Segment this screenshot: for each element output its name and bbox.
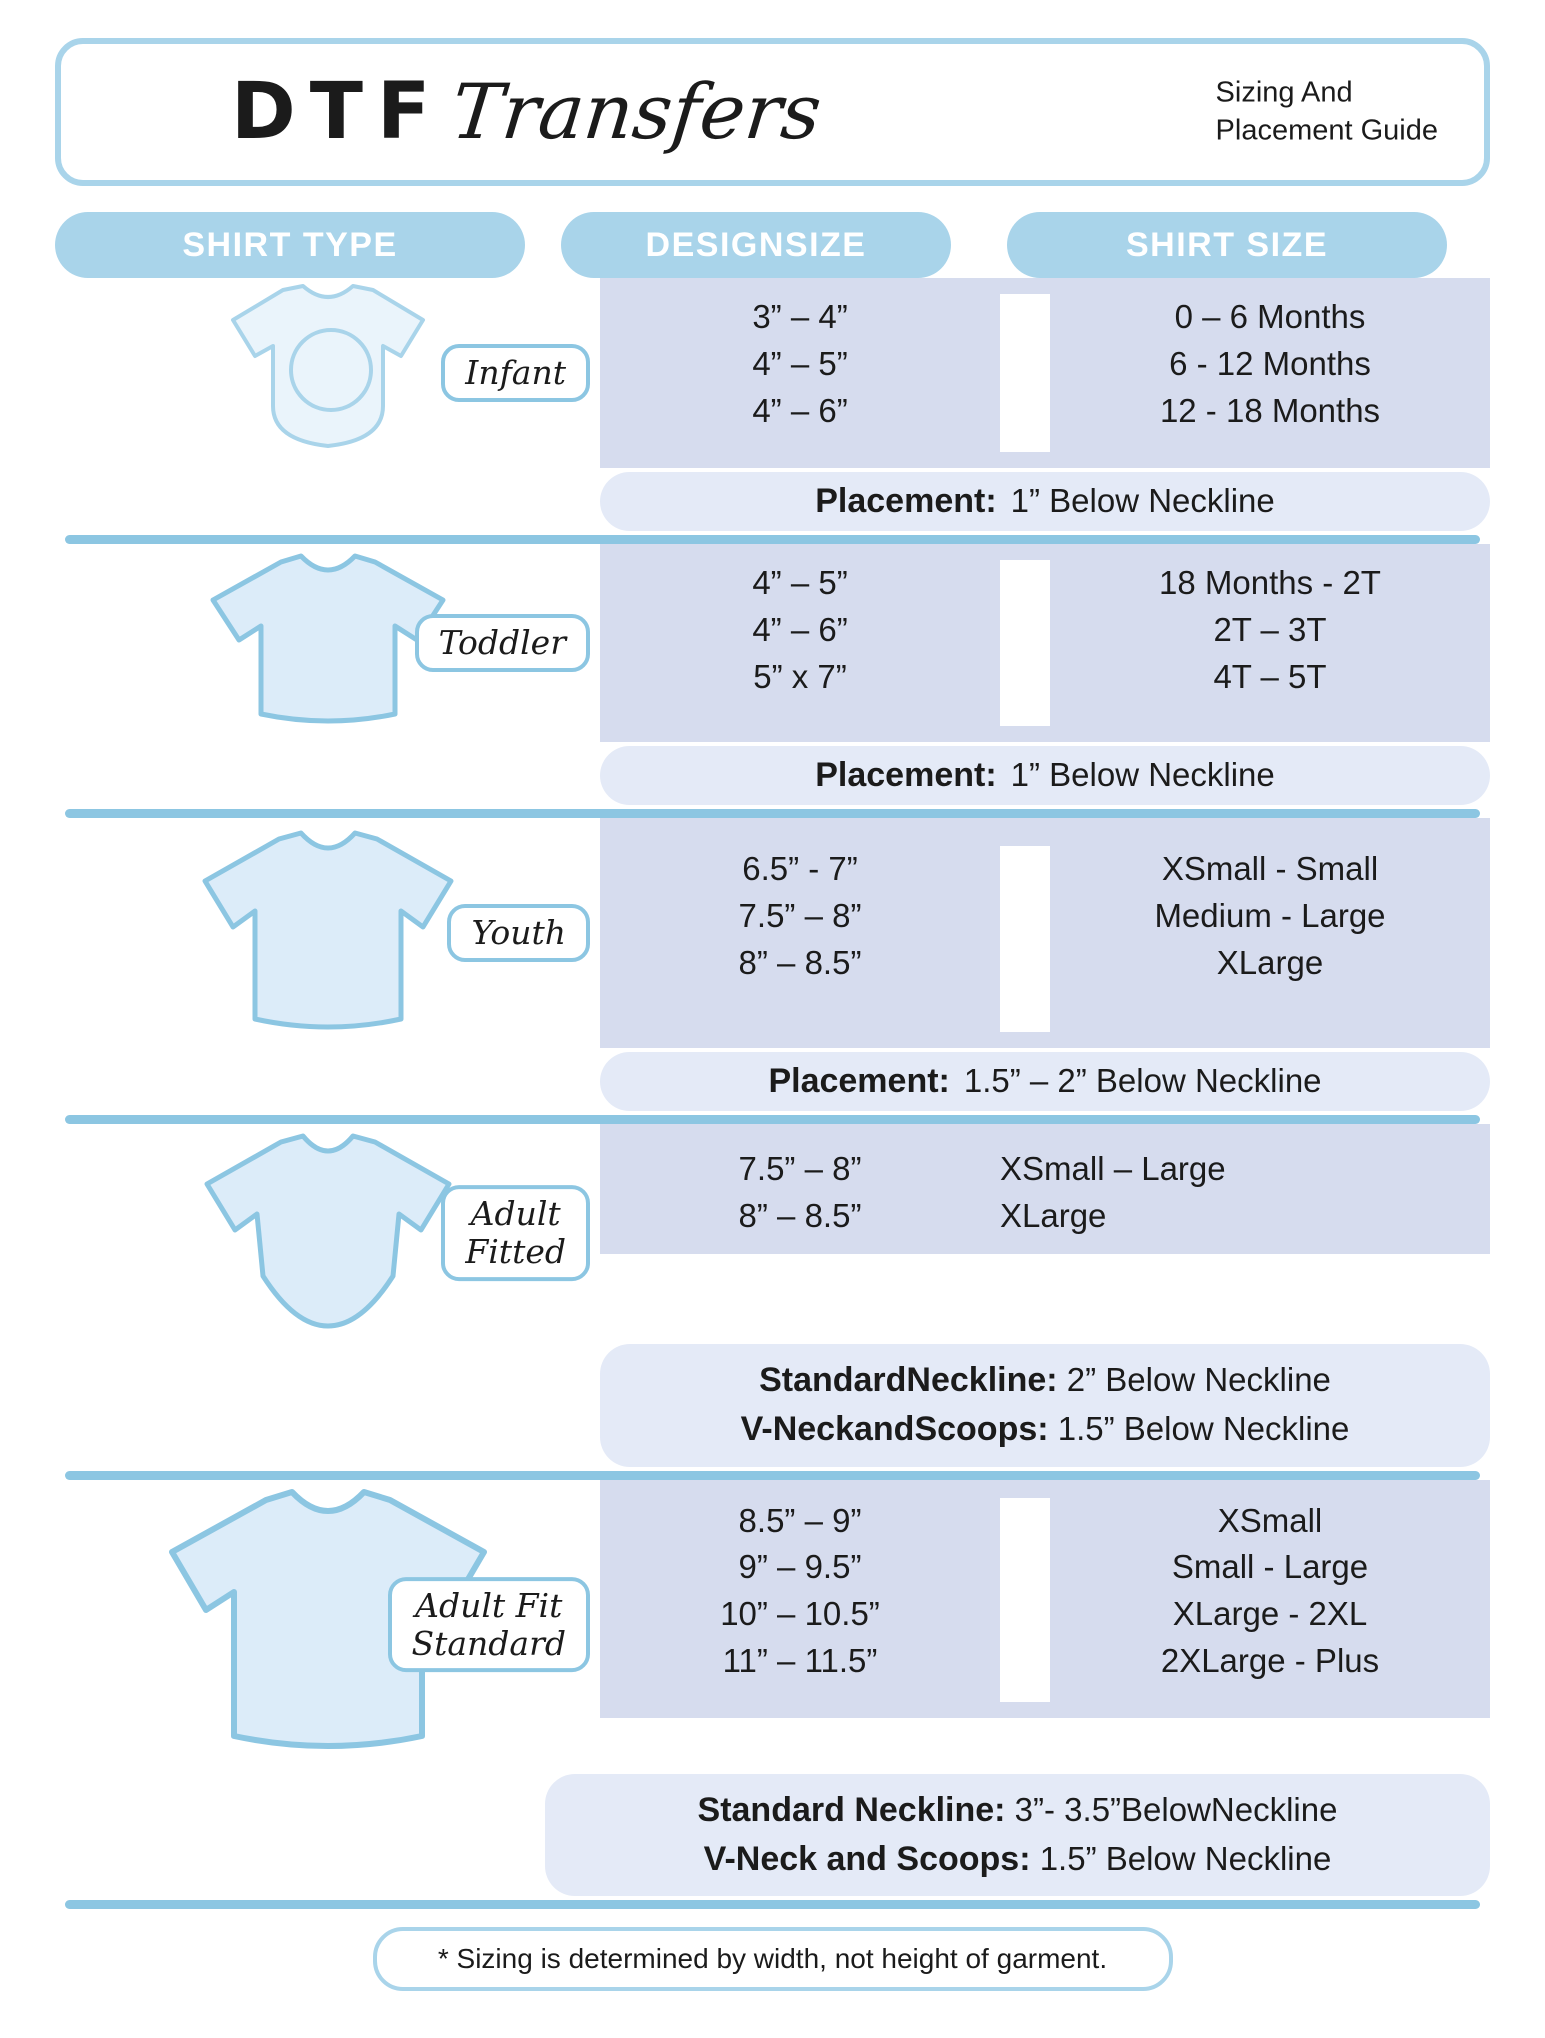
shirt-illustration-adult-fitted <box>55 1124 600 1342</box>
data-cell-infant <box>600 278 1490 468</box>
placement-label: V-NeckandScoops: <box>740 1410 1049 1449</box>
column-gap <box>1000 294 1050 452</box>
row-divider <box>65 535 1480 544</box>
design-size-value: 10” – 10.5” <box>720 1595 880 1633</box>
placement-label: StandardNeckline: <box>759 1361 1058 1399</box>
row-label-youth: Youth <box>447 904 590 962</box>
fitted-tshirt-icon <box>193 1126 463 1341</box>
header-subtitle <box>1216 74 1438 149</box>
row-divider <box>65 1471 1480 1480</box>
shirt-size-value: 12 - 18 Months <box>1159 391 1381 429</box>
design-sizes-adult-standard <box>600 1498 1000 1702</box>
row-label-toddler: Toddler <box>415 614 590 672</box>
placement-infant <box>600 472 1490 531</box>
column-header-design-size: DESIGNSIZE <box>561 212 951 278</box>
shirt-size-value: 2T – 3T <box>1213 610 1327 648</box>
row-adult-standard <box>55 1480 1490 1910</box>
design-size-value: 7.5” – 8” <box>738 896 862 934</box>
placement-adult-fitted <box>600 1344 1490 1467</box>
placement-youth <box>600 1052 1490 1111</box>
shirt-sizes-adult-standard <box>1050 1498 1490 1702</box>
header <box>55 38 1490 186</box>
shirt-illustration-toddler <box>55 544 600 742</box>
design-sizes-toddler <box>600 560 1000 726</box>
placement-value: 3”- 3.5”BelowNeckline <box>1014 1790 1338 1828</box>
shirt-sizes-youth <box>1050 846 1490 1032</box>
row-label-line1: Adult Fit <box>415 1585 563 1625</box>
design-size-value: 5” x 7” <box>753 657 847 695</box>
row-label-line1: Adult <box>470 1194 561 1234</box>
data-cell-toddler <box>600 544 1490 742</box>
shirt-size-value: 0 – 6 Months <box>1174 298 1366 335</box>
design-size-value: 9” – 9.5” <box>738 1548 862 1586</box>
shirt-size-value: XSmall - Small <box>1161 850 1379 887</box>
column-header-shirt-type: SHIRT TYPE <box>55 212 525 278</box>
design-sizes-infant <box>600 294 1000 452</box>
row-label-adult-fitted <box>441 1185 590 1281</box>
column-gap <box>1000 846 1050 1032</box>
placement-adult-standard <box>545 1774 1490 1897</box>
placement-value: 2” Below Neckline <box>1066 1361 1331 1398</box>
row-youth <box>55 818 1490 1124</box>
design-sizes-adult-fitted <box>600 1146 1000 1238</box>
shirt-size-value: XSmall – Large <box>1000 1150 1226 1187</box>
row-infant <box>55 278 1490 544</box>
shirt-sizes-adult-fitted <box>1000 1146 1490 1238</box>
shirt-size-value: 18 Months - 2T <box>1159 564 1381 601</box>
shirt-size-value: XLarge <box>1216 943 1324 981</box>
design-size-value: 4” – 5” <box>752 344 848 382</box>
shirt-size-value: 4T – 5T <box>1213 657 1327 695</box>
design-size-value: 8” – 8.5” <box>738 943 862 981</box>
data-cell-adult-fitted <box>600 1124 1490 1254</box>
column-header-shirt-size: SHIRT SIZE <box>1007 212 1447 278</box>
placement-label: Placement: <box>768 1062 950 1100</box>
shirt-size-value: XLarge <box>1000 1196 1107 1234</box>
header-subtitle-line1: Sizing And <box>1215 76 1353 109</box>
placement-toddler <box>600 746 1490 805</box>
design-size-value: 4” – 6” <box>752 610 848 648</box>
shirt-illustration-infant <box>55 278 600 468</box>
placement-label: Placement: <box>815 482 997 520</box>
row-label-line2: Fitted <box>465 1232 566 1271</box>
onesie-icon <box>223 278 433 468</box>
row-label-adult-standard <box>388 1577 591 1673</box>
shirt-size-value: Medium - Large <box>1154 896 1386 934</box>
placement-value: 1.5” – 2” Below Neckline <box>963 1062 1322 1099</box>
header-subtitle-line2: Placement Guide <box>1215 114 1438 146</box>
data-cell-adult-standard <box>600 1480 1490 1718</box>
row-label-infant: Infant <box>441 344 590 402</box>
design-size-value: 8.5” – 9” <box>738 1501 862 1539</box>
row-label-line2: Standard <box>411 1623 566 1663</box>
column-gap <box>1000 1498 1050 1702</box>
row-divider <box>65 809 1480 818</box>
placement-value: 1.5” Below Neckline <box>1039 1839 1332 1877</box>
shirt-illustration-adult-standard <box>55 1480 600 1770</box>
placement-line-1 <box>628 1356 1462 1405</box>
shirt-size-value: XSmall <box>1217 1501 1323 1539</box>
placement-value: 1” Below Neckline <box>1010 482 1275 519</box>
design-sizes-youth <box>600 846 1000 1032</box>
placement-label: V-Neck and Scoops: <box>703 1839 1031 1878</box>
placement-value: 1” Below Neckline <box>1010 756 1275 793</box>
placement-line-1 <box>573 1786 1462 1835</box>
data-cell-youth <box>600 818 1490 1048</box>
column-gap <box>1000 560 1050 726</box>
footnote: * Sizing is determined by width, not height of garment. <box>373 1927 1173 1991</box>
row-divider <box>65 1900 1480 1909</box>
shirt-size-value: Small - Large <box>1171 1548 1369 1586</box>
row-divider <box>65 1115 1480 1124</box>
design-size-value: 4” – 5” <box>752 564 848 601</box>
shirt-size-value: 2XLarge - Plus <box>1160 1642 1380 1680</box>
placement-line-2 <box>628 1405 1462 1454</box>
shirt-illustration-youth <box>55 818 600 1048</box>
page-title-script: Transfers <box>447 67 826 156</box>
placement-label: Placement: <box>815 756 997 794</box>
placement-value: 1.5” Below Neckline <box>1057 1410 1350 1448</box>
placement-line-2 <box>573 1835 1462 1884</box>
column-headers <box>55 212 1490 278</box>
page-title: DTF <box>231 67 445 157</box>
placement-label: Standard Neckline: <box>697 1790 1006 1829</box>
shirt-size-value: 6 - 12 Months <box>1169 344 1371 382</box>
design-size-value: 8” – 8.5” <box>738 1196 862 1234</box>
design-size-value: 4” – 6” <box>752 391 848 429</box>
design-size-value: 7.5” – 8” <box>738 1150 862 1187</box>
shirt-sizes-toddler <box>1050 560 1490 726</box>
design-size-value: 11” – 11.5” <box>722 1642 878 1680</box>
row-adult-fitted <box>55 1124 1490 1480</box>
design-size-value: 3” – 4” <box>752 298 848 335</box>
shirt-size-value: XLarge - 2XL <box>1172 1595 1368 1633</box>
guide-page <box>0 38 1545 2038</box>
tshirt-icon <box>193 823 463 1043</box>
design-size-value: 6.5” - 7” <box>742 850 858 887</box>
row-toddler <box>55 544 1490 818</box>
shirt-sizes-infant <box>1050 294 1490 452</box>
